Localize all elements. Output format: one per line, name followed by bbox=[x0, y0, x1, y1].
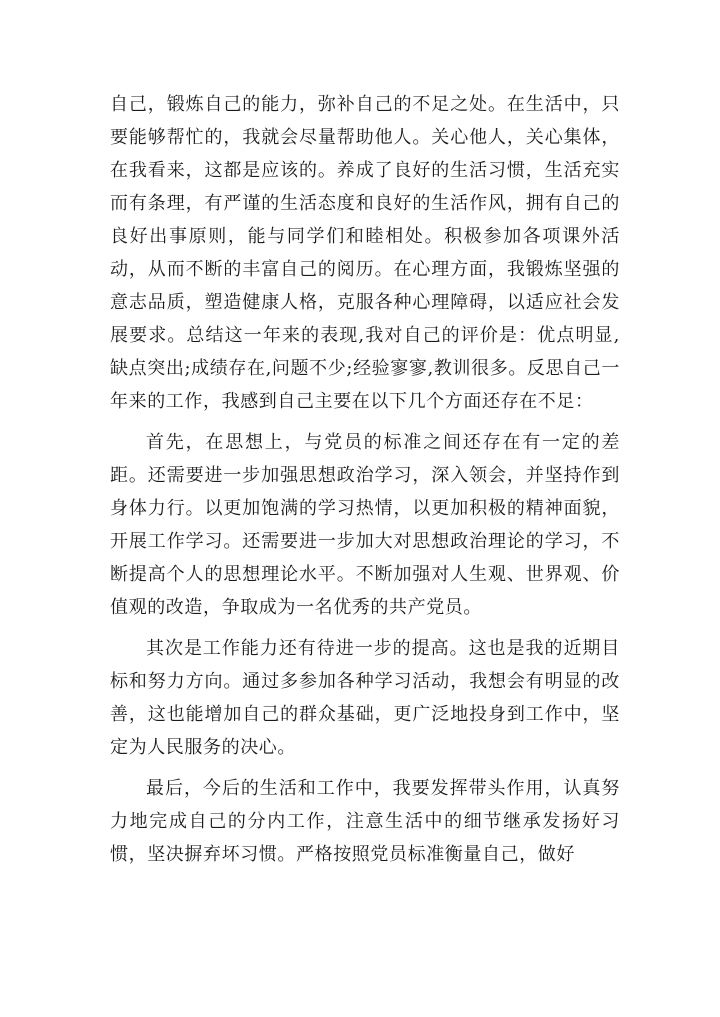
paragraph-final: 最后，今后的生活和工作中，我要发挥带头作用，认真努力地完成自己的分内工作，注意生活中的细节继承发扬好习惯，坚决摒弃坏习惯。严格按照党员标准衡量自己，做好 bbox=[110, 778, 620, 865]
paragraph-continued: 自己，锻炼自己的能力，弥补自己的不足之处。在生活中，只要能够帮忙的，我就会尽量帮助他人。关心他人，关心集体，在我看来，这都是应该的。养成了良好的生活习惯，生活充实而有条理，有严谨的生活态度和良好的生活作风，拥有自己的良好出事原则，能与同学们和睦相处。积极参加各项课外活动，从而不断的丰富自己的阅历。在心理方面，我锻炼坚强的意志品质，塑造健康人格，克服各种心理障碍，以适应社会发展要求。总结这一年来的表现,我对自己的评价是：优点明显,缺点突出;成绩存在,问题不少;经验寥寥,教训很多。反思自己一年来的工作，我感到自己主要在以下几个方面还存在不足： bbox=[110, 94, 620, 412]
paragraph-first-shortcoming: 首先，在思想上，与党员的标准之间还存在有一定的差距。还需要进一步加强思想政治学习，深入领会，并坚持作到身体力行。以更加饱满的学习热情，以更加积极的精神面貌，开展工作学习。还需要进一步加大对思想政治理论的学习，不断提高个人的思想理论水平。不断加强对人生观、世界观、价值观的改造，争取成为一名优秀的共产党员。 bbox=[110, 432, 620, 618]
paragraph-second-shortcoming: 其次是工作能力还有待进一步的提高。这也是我的近期目标和努力方向。通过多参加各种学习活动，我想会有明显的改善，这也能增加自己的群众基础，更广泛地投身到工作中，坚定为人民服务的决心。 bbox=[110, 638, 620, 758]
document-body bbox=[110, 88, 620, 879]
